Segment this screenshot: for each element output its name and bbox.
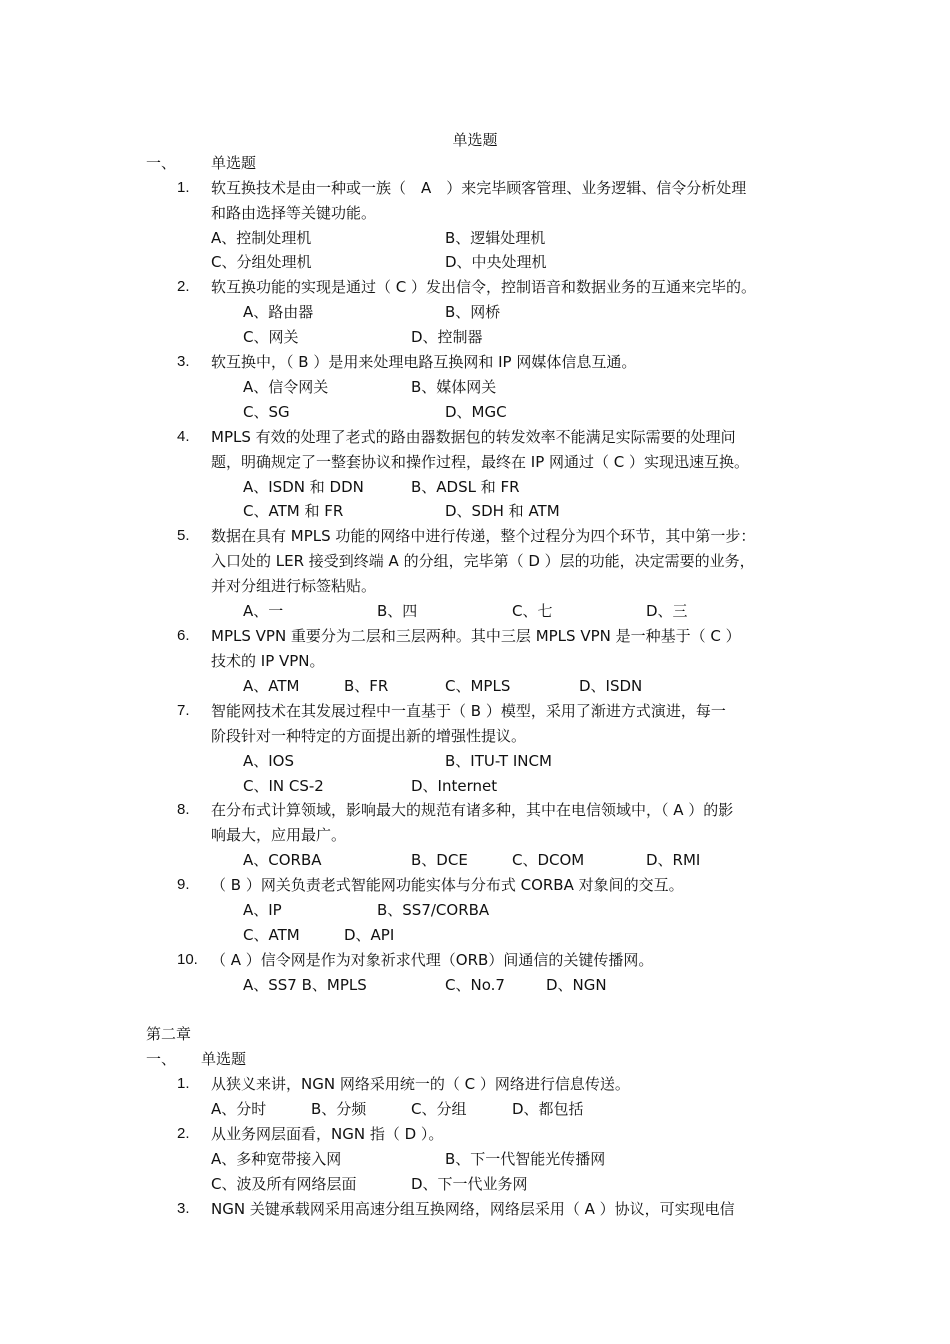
option: A、信令网关 xyxy=(243,378,329,396)
question-text: 数据在具有 MPLS 功能的网络中进行传递，整个过程分为四个环节，其中第一步： xyxy=(211,527,756,545)
question-text: 智能网技术在其发展过程中一直基于（ B ）模型，采用了渐进方式演进，每一 xyxy=(211,702,726,720)
option: C、No.7 xyxy=(445,976,505,994)
option: D、RMI xyxy=(646,851,701,869)
option: C、ATM 和 FR xyxy=(243,502,344,520)
option: D、API xyxy=(344,926,395,944)
option: A、路由器 xyxy=(243,303,314,321)
option: A、ISDN 和 DDN xyxy=(243,478,364,496)
question-number: 3. xyxy=(177,1200,190,1217)
option: B、SS7/CORBA xyxy=(377,901,490,919)
question-text: （ A ）信令网是作为对象祈求代理（ORB）间通信的关键传播网。 xyxy=(211,951,654,969)
question-number: 3. xyxy=(177,353,190,370)
option: B、FR xyxy=(344,677,389,695)
option: C、MPLS xyxy=(445,677,511,695)
question-number: 4. xyxy=(177,428,190,445)
option: D、中央处理机 xyxy=(445,253,547,271)
option: C、SG xyxy=(243,403,290,421)
question-text: 从狭义来讲，NGN 网络采用统一的（ C ）网络进行信息传送。 xyxy=(211,1075,630,1093)
option: C、ATM xyxy=(243,926,300,944)
question-text: 和路由选择等关键功能。 xyxy=(211,204,377,222)
option: C、波及所有网络层面 xyxy=(211,1175,357,1193)
question-text: MPLS 有效的处理了老式的路由器数据包的转发效率不能满足实际需要的处理问 xyxy=(211,428,736,446)
question-number: 2. xyxy=(177,278,190,295)
question-text: 在分布式计算领域，影响最大的规范有诸多种，其中在电信领域中，（ A ）的影 xyxy=(211,801,734,819)
option: A、IOS xyxy=(243,752,295,770)
option: D、下一代业务网 xyxy=(411,1175,528,1193)
option: C、网关 xyxy=(243,328,299,346)
option: C、分组处理机 xyxy=(211,253,312,271)
question-number: 5. xyxy=(177,527,190,544)
option: C、七 xyxy=(512,602,553,620)
option: A、控制处理机 xyxy=(211,229,312,247)
option: D、SDH 和 ATM xyxy=(445,502,560,520)
option: A、IP xyxy=(243,901,282,919)
question-text: 题，明确规定了一整套协议和操作过程，最终在 IP 网通过（ C ）实现迅速互换。 xyxy=(211,453,750,471)
option: D、控制器 xyxy=(411,328,483,346)
question-text: MPLS VPN 重要分为二层和三层两种。其中三层 MPLS VPN 是一种基于（ C ） xyxy=(211,627,741,645)
option: A、多种宽带接入网 xyxy=(211,1150,342,1168)
option: B、网桥 xyxy=(445,303,501,321)
option: A、分时 xyxy=(211,1100,267,1118)
option: D、都包括 xyxy=(512,1100,584,1118)
chapter-title: 第二章 xyxy=(146,1025,192,1043)
question-text: NGN 关键承载网采用高速分组互换网络，网络层采用（ A ）协议，可实现电信 xyxy=(211,1200,735,1218)
option: D、ISDN xyxy=(579,677,643,695)
question-text: 软互换中，（ B ）是用来处理电路互换网和 IP 网媒体信息互通。 xyxy=(211,353,637,371)
section-marker: 一、 xyxy=(146,154,177,172)
option: D、Internet xyxy=(411,777,498,795)
question-number: 1. xyxy=(177,1075,190,1092)
option: C、DCOM xyxy=(512,851,585,869)
option: B、ADSL 和 FR xyxy=(411,478,520,496)
option: B、下一代智能光传播网 xyxy=(445,1150,606,1168)
question-text: （ B ）网关负责老式智能网功能实体与分布式 CORBA 对象间的交互。 xyxy=(211,876,684,894)
question-text: 软互换技术是由一种或一族（ A ）来完毕顾客管理、业务逻辑、信令分析处理 xyxy=(211,179,747,197)
question-number: 8. xyxy=(177,801,190,818)
section-marker: 一、 xyxy=(146,1050,177,1068)
option: C、IN CS-2 xyxy=(243,777,324,795)
question-number: 9. xyxy=(177,876,190,893)
question-text: 从业务网层面看，NGN 指（ D ）。 xyxy=(211,1125,444,1143)
question-text: 技术的 IP VPN。 xyxy=(211,652,325,670)
option: B、逻辑处理机 xyxy=(445,229,546,247)
question-number: 7. xyxy=(177,702,190,719)
question-number: 10. xyxy=(177,951,198,968)
section-heading: 单选题 xyxy=(211,154,257,172)
option: D、NGN xyxy=(546,976,607,994)
document-title: 单选题 xyxy=(452,131,498,149)
option: A、ATM xyxy=(243,677,300,695)
question-text: 并对分组进行标签粘贴。 xyxy=(211,577,377,595)
question-text: 阶段针对一种特定的方面提出新的增强性提议。 xyxy=(211,727,527,745)
option: D、三 xyxy=(646,602,688,620)
option: D、MGC xyxy=(445,403,507,421)
option: A、一 xyxy=(243,602,284,620)
option: B、媒体网关 xyxy=(411,378,497,396)
question-number: 1. xyxy=(177,179,190,196)
question-text: 软互换功能的实现是通过（ C ）发出信令，控制语音和数据业务的互通来完毕的。 xyxy=(211,278,757,296)
section-heading: 单选题 xyxy=(201,1050,247,1068)
option: B、DCE xyxy=(411,851,468,869)
option: C、分组 xyxy=(411,1100,467,1118)
question-text: 入口处的 LER 接受到终端 A 的分组，完毕第（ D ）层的功能，决定需要的业务， xyxy=(211,552,755,570)
question-number: 2. xyxy=(177,1125,190,1142)
question-text: 响最大，应用最广。 xyxy=(211,826,347,844)
option: B、四 xyxy=(377,602,418,620)
question-number: 6. xyxy=(177,627,190,644)
option: A、SS7 B、MPLS xyxy=(243,976,367,994)
option: A、CORBA xyxy=(243,851,322,869)
option: B、ITU-T INCM xyxy=(445,752,552,770)
option: B、分频 xyxy=(311,1100,367,1118)
